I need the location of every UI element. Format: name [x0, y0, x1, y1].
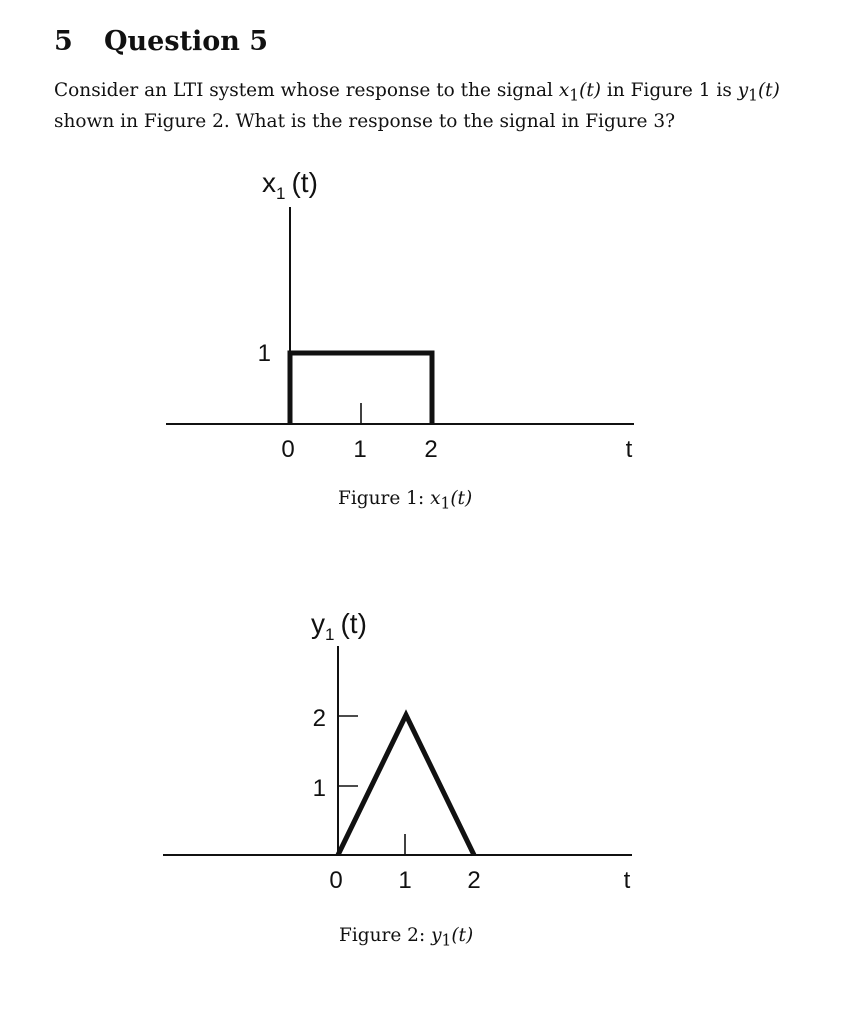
question-text-part1: Consider an LTI system whose response to the signal: [54, 80, 559, 101]
question-text-part3: shown in Figure 2. What is the response to the signal in Figure 3?: [54, 110, 676, 132]
figure-1-ytick-label-1: 1: [257, 340, 271, 367]
signal-x1-sub: 1: [569, 86, 580, 105]
figure-2-xtick-label-0: 0: [329, 867, 343, 894]
figure-1-ylabel: $x_1$ (t): [262, 167, 318, 203]
question-number: 5: [54, 26, 73, 57]
figure-2-ytick-label-1: 1: [312, 775, 326, 802]
figure-2-xtick-label-2: 2: [467, 867, 481, 894]
figure-2-caption: Figure 2: $y_1(t)$: [339, 925, 474, 950]
question-text-part2: in Figure 1 is: [600, 80, 738, 101]
signal-x1-arg: (t): [579, 80, 601, 101]
figure-2-xtick-label-1: 1: [398, 867, 412, 894]
figure-1-xtick-label-0: 0: [281, 436, 295, 463]
question-title: Question 5: [104, 26, 269, 57]
signal-x1-var: x: [558, 80, 570, 101]
figure-2-xlabel: t: [623, 867, 631, 894]
figure-1-caption: Figure 1: $x_1(t)$: [338, 488, 473, 513]
signal-y1-sub: 1: [748, 86, 758, 105]
figure-2-signal-line: [338, 715, 474, 855]
signal-y1-arg: (t): [757, 80, 780, 101]
figure-1-xlabel: t: [625, 436, 633, 463]
figure-2-ylabel: $y_1$ (t): [311, 608, 367, 644]
signal-y1-var: y: [737, 80, 749, 101]
figure-1-xtick-label-1: 1: [353, 436, 367, 463]
figure-1-xtick-label-2: 2: [424, 436, 438, 463]
figure-2-ytick-label-2: 2: [312, 705, 326, 732]
